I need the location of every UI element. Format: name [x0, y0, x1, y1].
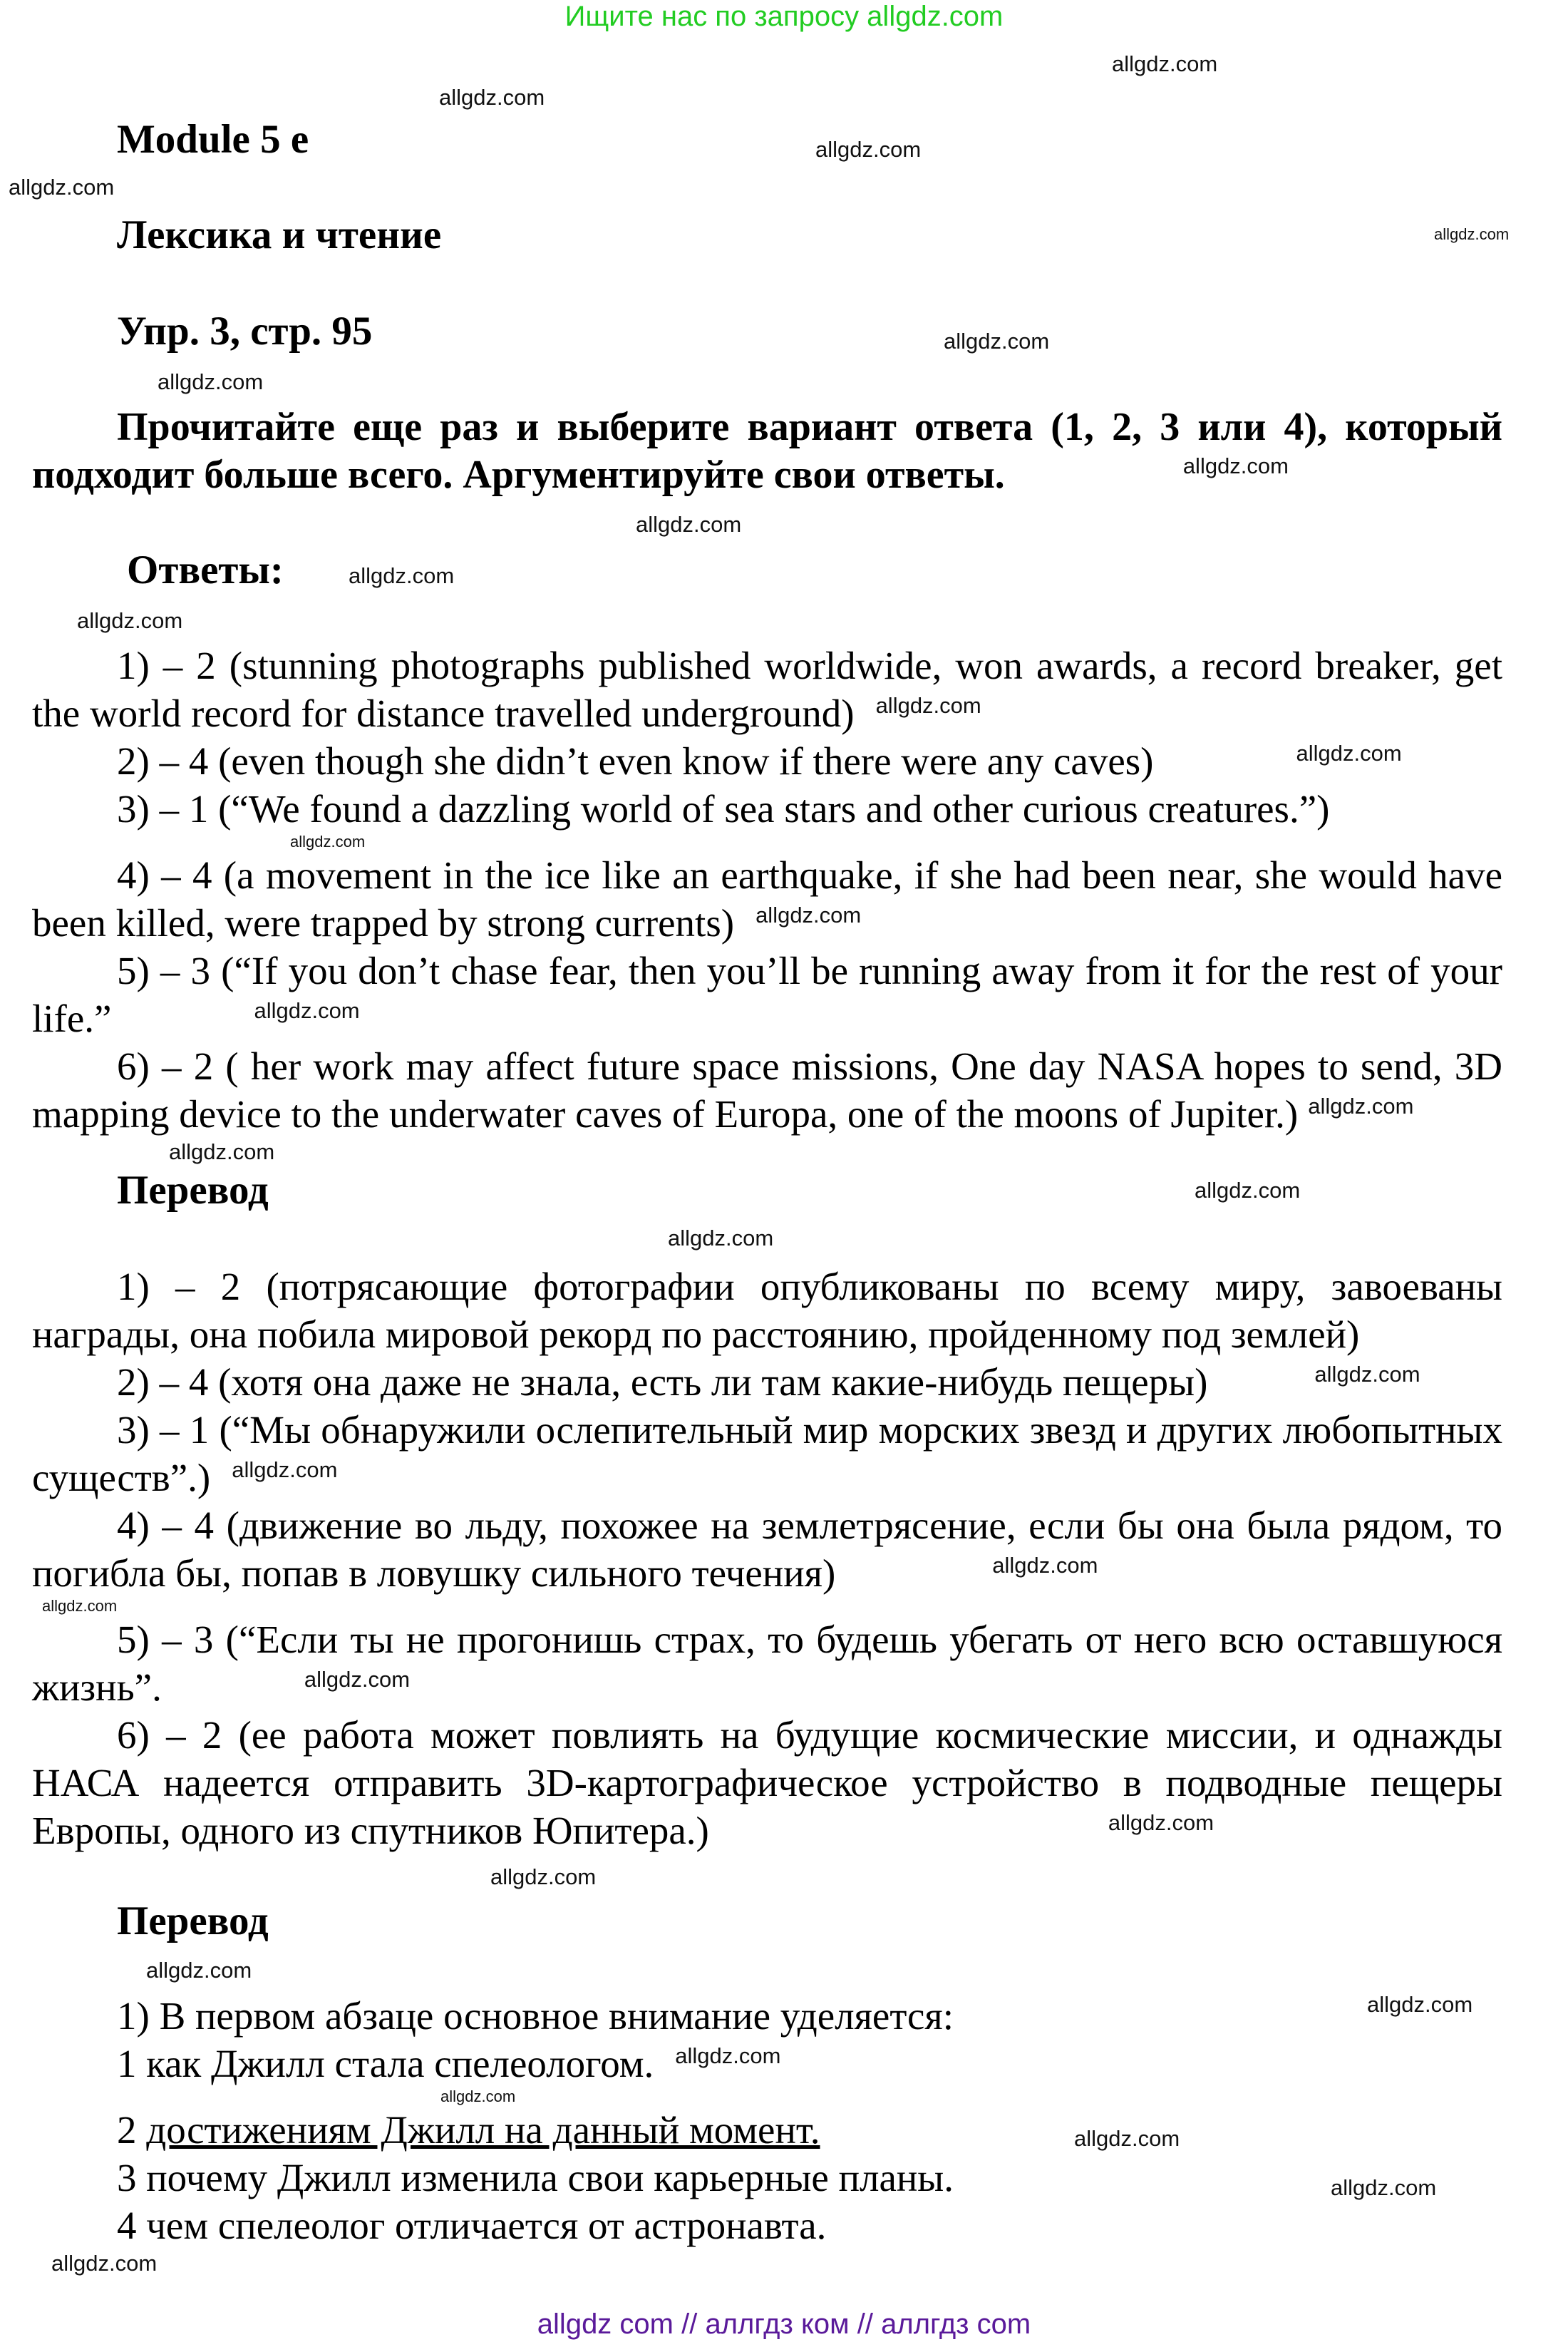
translation-heading-2: Перевод — [117, 1899, 269, 1943]
watermark: allgdz.com — [169, 1139, 275, 1164]
translation-text: 6) – 2 (ее работа может повлиять на будущие космические миссии, и однажды НАСА надеется отправить 3D-картографическое устройство в подводные пещеры Европы, одного из спутников Юпитера.) — [32, 1713, 1502, 1852]
watermark: allgdz.com — [42, 1597, 118, 1615]
translation-item — [32, 1263, 1502, 1358]
translation-item — [32, 1711, 1502, 1854]
option-number: 4 — [117, 2204, 137, 2247]
watermark: allgdz.com — [146, 1958, 252, 1983]
watermark: allgdz.com — [1112, 51, 1218, 76]
answer-item — [32, 947, 1502, 1042]
answer-item — [32, 785, 1502, 833]
watermark: allgdz.com — [1434, 225, 1510, 243]
section-title: Лексика и чтение — [117, 212, 442, 257]
translation-text: 3) – 1 (“Мы обнаружили ослепительный мир морских звезд и других любопытных существ”.) — [32, 1408, 1502, 1499]
answer-text: 3) – 1 (“We found a dazzling world of sea stars and other curious creatures.”) — [117, 787, 1330, 831]
answer-text: 1) – 2 (stunning photographs published worldwide, won awards, a record breaker, get the world record for distance travelled underground) — [32, 644, 1502, 735]
module-title-line — [0, 115, 1568, 163]
translation-heading-line — [0, 1166, 1568, 1214]
module-title: Module 5 e — [117, 117, 309, 162]
translation-item — [32, 1406, 1502, 1501]
translation-text: 1) – 2 (потрясающие фотографии опубликованы по всему миру, завоеваны награды, она побила мировой рекорд по расстоянию, пройденному под землей) — [32, 1265, 1502, 1356]
watermark: allgdz.com — [440, 2087, 516, 2105]
answers-heading: Ответы: — [127, 548, 284, 592]
watermark: allgdz.com — [1314, 1361, 1420, 1387]
watermark-row — [0, 1854, 1568, 1897]
answer-text: 6) – 2 ( her work may affect future space missions, One day NASA hopes to send, 3D mapping device to the underwater caves of Europa, one of the moons of Jupiter.) — [32, 1044, 1502, 1136]
option-label — [117, 2154, 954, 2202]
option-number: 3 — [117, 2156, 137, 2199]
option-text: как Джилл стала спелеологом. — [146, 2042, 654, 2085]
watermark-row — [0, 833, 1568, 851]
watermark: allgdz.com — [290, 833, 366, 851]
watermark-row — [0, 1945, 1568, 1992]
watermark: allgdz.com — [1195, 1178, 1301, 1203]
watermark: allgdz.com — [1308, 1093, 1414, 1119]
question-option — [0, 2202, 1568, 2249]
watermark: allgdz.com — [349, 563, 455, 588]
watermark: allgdz.com — [1074, 2126, 1180, 2151]
watermark-row — [0, 2249, 1568, 2278]
watermark: allgdz.com — [1108, 1809, 1214, 1835]
watermark: allgdz.com — [1182, 453, 1289, 479]
question-option-selected — [0, 2106, 1568, 2154]
section-title-line — [0, 211, 1568, 259]
header-banner: Ищите нас по запросу allgdz.com — [564, 1, 1004, 32]
answer-item — [32, 642, 1502, 737]
option-label — [117, 2202, 826, 2249]
watermark-row — [0, 594, 1568, 642]
watermark: allgdz.com — [232, 1457, 338, 1482]
watermark-row — [0, 355, 1568, 404]
option-number: 1 — [117, 2042, 137, 2085]
translation-item — [32, 1616, 1502, 1711]
answer-text: 5) – 3 (“If you don’t chase fear, then you’ll be running away from it for the rest of your life.” — [32, 949, 1502, 1040]
question-option — [0, 2154, 1568, 2202]
instruction — [32, 404, 1502, 499]
translation-text: 5) – 3 (“Если ты не прогонишь страх, то будешь убегать от него всю оставшуюся жизнь”. — [32, 1618, 1502, 1709]
watermark-row — [0, 499, 1568, 546]
watermark: allgdz.com — [77, 608, 183, 633]
translation-heading-2-line — [0, 1897, 1568, 1945]
answers-heading-line — [0, 546, 1568, 594]
watermark-row — [0, 2087, 1568, 2106]
exercise-ref: Упр. 3, стр. 95 — [117, 309, 373, 354]
watermark: allgdz.com — [636, 512, 742, 537]
translation-item — [32, 1501, 1502, 1597]
answer-item — [32, 1042, 1502, 1138]
option-text: почему Джилл изменила свои карьерные планы. — [146, 2156, 954, 2199]
option-text: достижениям Джилл на данный момент. — [146, 2108, 820, 2152]
watermark: allgdz.com — [875, 692, 981, 718]
watermark: allgdz.com — [1367, 1992, 1473, 2017]
instruction-text: Прочитайте еще раз и выберите вариант ответа (1, 2, 3 или 4), который подходит больше всего. Аргументируйте свои ответы. — [32, 405, 1502, 497]
option-text: чем спелеолог отличается от астронавта. — [146, 2204, 827, 2247]
exercise-ref-line — [0, 307, 1568, 355]
question-stem-line — [0, 1992, 1568, 2040]
watermark: allgdz.com — [992, 1552, 1098, 1578]
option-label — [117, 2040, 780, 2087]
watermark: allgdz.com — [9, 175, 115, 200]
answer-item — [32, 851, 1502, 947]
watermark: allgdz.com — [1331, 2175, 1437, 2200]
watermark: allgdz.com — [668, 1226, 774, 1250]
watermark: allgdz.com — [51, 2251, 158, 2276]
watermark: allgdz.com — [675, 2043, 781, 2068]
watermark-row — [0, 1138, 1568, 1166]
watermark: allgdz.com — [815, 137, 922, 162]
watermark: allgdz.com — [944, 329, 1050, 354]
answer-text: 4) – 4 (a movement in the ice like an earthquake, if she had been near, she would have been killed, were trapped by strong currents) — [32, 853, 1502, 945]
translation-text: 4) – 4 (движение во льду, похожее на землетрясение, если бы она была рядом, то погибла бы, попав в ловушку сильного течения) — [32, 1504, 1502, 1595]
watermark-row — [0, 163, 1568, 211]
watermark: allgdz.com — [304, 1666, 411, 1692]
watermark-row — [0, 1597, 1568, 1616]
watermark: allgdz.com — [490, 1864, 597, 1889]
watermark: allgdz.com — [439, 85, 545, 110]
watermark: allgdz.com — [1296, 740, 1402, 766]
translation-heading: Перевод — [117, 1168, 269, 1213]
translation-text: 2) – 4 (хотя она даже не знала, есть ли там какие-нибудь пещеры) — [117, 1360, 1208, 1404]
option-label — [117, 2106, 820, 2154]
watermark: allgdz.com — [254, 997, 360, 1023]
translation-item — [32, 1358, 1502, 1406]
answer-text: 2) – 4 (even though she didn’t even know if there were any caves) — [117, 739, 1154, 783]
question-option — [0, 2040, 1568, 2087]
watermark-row — [0, 1214, 1568, 1263]
spacer — [0, 259, 1568, 307]
footer-links: allgdz com // аллгдз ком // аллгдз com — [537, 2308, 1031, 2340]
watermark-row — [0, 33, 1568, 115]
question-stem: 1) В первом абзаце основное внимание уделяется: — [117, 1994, 954, 2038]
answer-item — [32, 737, 1502, 785]
watermark: allgdz.com — [755, 902, 862, 928]
option-number: 2 — [117, 2108, 137, 2152]
watermark: allgdz.com — [158, 369, 264, 394]
